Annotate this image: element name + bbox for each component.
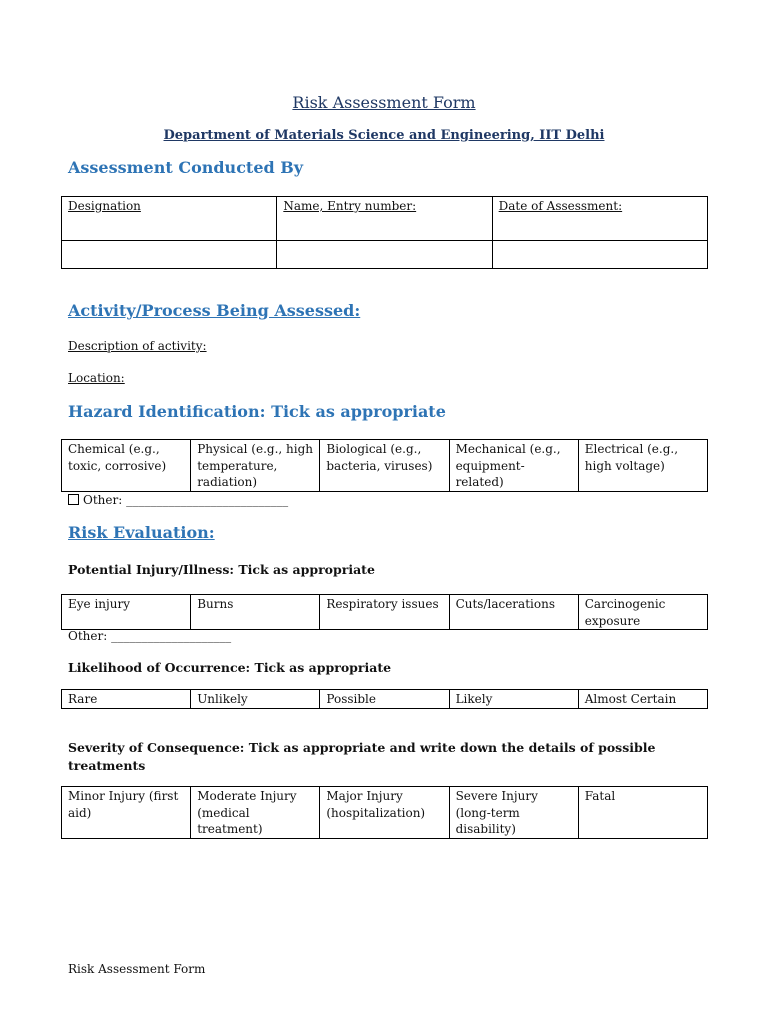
severity-label: Severity of Consequence: Tick as appropriate and write down the details of possible treatments (68, 740, 656, 773)
description-label: Description of activity: (68, 339, 207, 353)
date-input[interactable] (492, 241, 707, 269)
likelihood-row (62, 690, 708, 709)
severity-severe[interactable]: Severe Injury (long-term disability) (449, 787, 578, 839)
likelihood-label: Likelihood of Occurrence: Tick as appropriate (68, 660, 392, 675)
designation-input[interactable] (62, 241, 277, 269)
assessment-input-row (62, 241, 708, 269)
likelihood-likely[interactable]: Likely (449, 690, 578, 709)
form-title: Risk Assessment Form (292, 93, 476, 112)
risk-heading: Risk Evaluation: (68, 523, 215, 542)
assessment-header-row (62, 197, 708, 241)
injury-row (62, 595, 708, 630)
checkbox-icon[interactable] (68, 494, 79, 505)
severity-fatal[interactable]: Fatal (578, 787, 707, 839)
assessment-table (61, 196, 708, 269)
hazard-row (62, 440, 708, 492)
name-entry-label: Name, Entry number: (283, 199, 417, 213)
date-cell[interactable] (492, 197, 707, 241)
name-entry-cell[interactable] (277, 197, 492, 241)
location-label: Location: (68, 371, 125, 385)
injury-cuts[interactable]: Cuts/lacerations (449, 595, 578, 630)
likelihood-rare[interactable]: Rare (62, 690, 191, 709)
hazard-table (61, 439, 708, 492)
likelihood-unlikely[interactable]: Unlikely (191, 690, 320, 709)
designation-cell[interactable] (62, 197, 277, 241)
injury-table (61, 594, 708, 630)
hazard-heading: Hazard Identification: Tick as appropriate (68, 402, 446, 421)
severity-moderate[interactable]: Moderate Injury (medical treatment) (191, 787, 320, 839)
injury-respiratory[interactable]: Respiratory issues (320, 595, 449, 630)
injury-carcinogenic[interactable]: Carcinogenic exposure (578, 595, 707, 630)
severity-table (61, 786, 708, 839)
hazard-mechanical[interactable]: Mechanical (e.g., equipment-related) (449, 440, 578, 492)
likelihood-possible[interactable]: Possible (320, 690, 449, 709)
activity-heading: Activity/Process Being Assessed: (68, 301, 361, 320)
hazard-chemical[interactable]: Chemical (e.g., toxic, corrosive) (62, 440, 191, 492)
hazard-other (68, 493, 288, 507)
severity-minor[interactable]: Minor Injury (first aid) (62, 787, 191, 839)
hazard-electrical[interactable]: Electrical (e.g., high voltage) (578, 440, 707, 492)
designation-label: Designation (68, 199, 141, 213)
hazard-other-label: Other: ___________________________ (83, 493, 289, 507)
hazard-physical[interactable]: Physical (e.g., high temperature, radiation) (191, 440, 320, 492)
date-label: Date of Assessment: (498, 199, 623, 213)
severity-major[interactable]: Major Injury (hospitalization) (320, 787, 449, 839)
injury-other: Other: ____________________ (68, 629, 232, 643)
assessment-heading: Assessment Conducted By (68, 158, 304, 177)
likelihood-almost-certain[interactable]: Almost Certain (578, 690, 707, 709)
severity-row (62, 787, 708, 839)
injury-burns[interactable]: Burns (191, 595, 320, 630)
likelihood-table (61, 689, 708, 709)
page-footer: Risk Assessment Form (68, 962, 206, 976)
name-entry-input[interactable] (277, 241, 492, 269)
injury-label: Potential Injury/Illness: Tick as appropriate (68, 562, 375, 577)
department-name: Department of Materials Science and Engineering, IIT Delhi (163, 128, 605, 143)
injury-eye[interactable]: Eye injury (62, 595, 191, 630)
hazard-biological[interactable]: Biological (e.g., bacteria, viruses) (320, 440, 449, 492)
